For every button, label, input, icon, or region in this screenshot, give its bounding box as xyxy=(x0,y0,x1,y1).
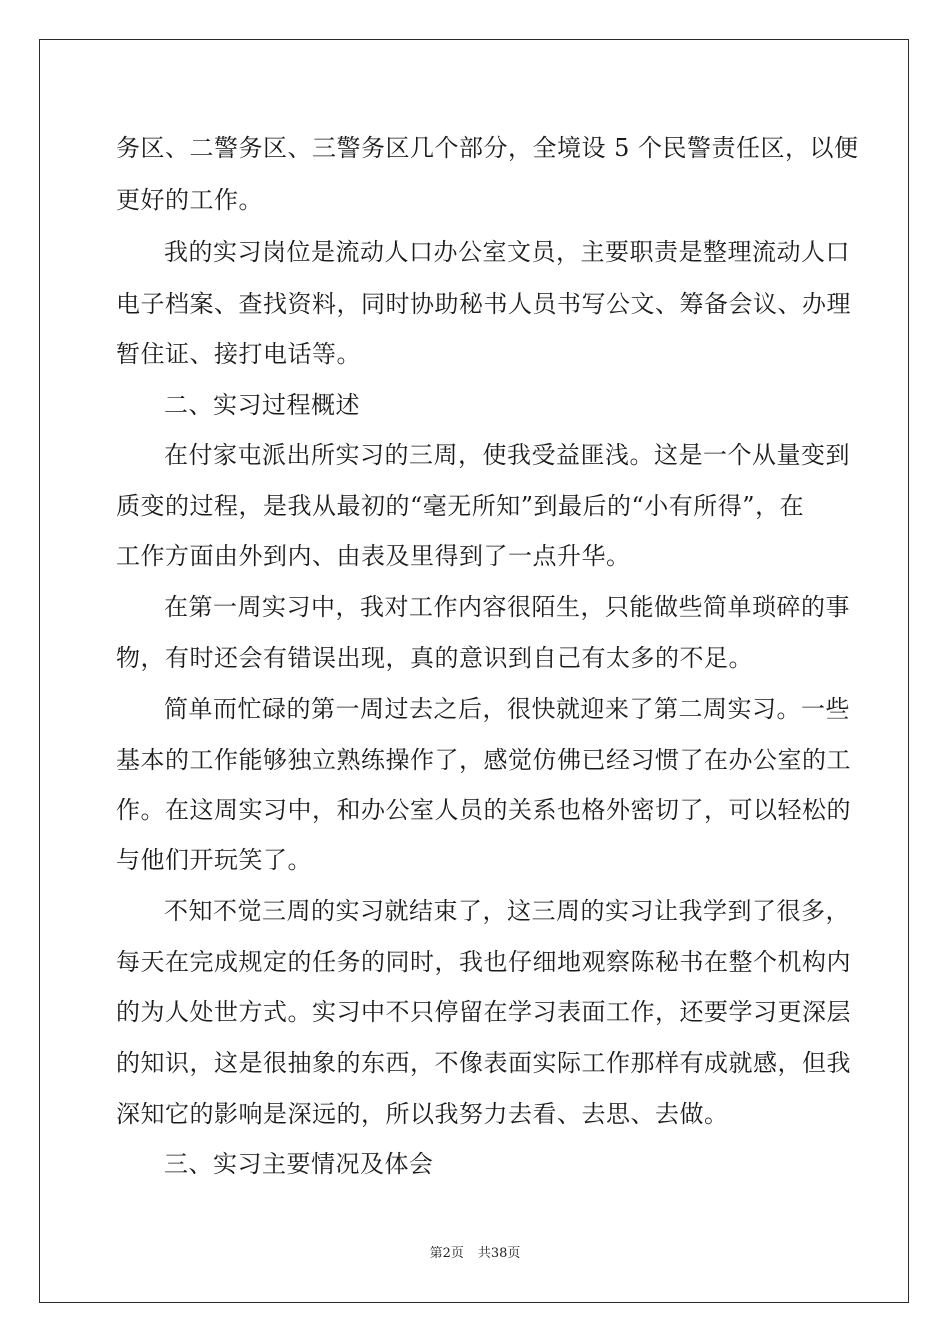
text-line: 作。在这周实习中，和办公室人员的关系也格外密切了，可以轻松的 xyxy=(116,796,851,824)
section-heading: 三、实习主要情况及体会 xyxy=(164,1150,434,1178)
text-line: 工作方面由外到内、由表及里得到了一点升华。 xyxy=(116,542,631,570)
text-line: 更好的工作。 xyxy=(116,186,263,214)
text-line: 质变的过程，是我从最初的“毫无所知”到最后的“小有所得”，在 xyxy=(116,492,805,520)
text-line: 物，有时还会有错误出现，真的意识到自己有太多的不足。 xyxy=(116,644,753,672)
paragraph-start: 在第一周实习中，我对工作内容很陌生，只能做些简单琐碎的事 xyxy=(164,593,850,621)
text-line: 与他们开玩笑了。 xyxy=(116,846,312,874)
text-line: 的知识，这是很抽象的东西，不像表面实际工作那样有成就感，但我 xyxy=(116,1049,851,1077)
text-line: 务区、二警务区、三警务区几个部分，全境设 5 个民警责任区，以便 xyxy=(116,134,859,162)
text-line: 深知它的影响是深远的，所以我努力去看、去思、去做。 xyxy=(116,1100,729,1128)
text-line: 每天在完成规定的任务的同时，我也仔细地观察陈秘书在整个机构内 xyxy=(116,948,851,976)
text-line: 暂住证、接打电话等。 xyxy=(116,340,361,368)
section-heading: 二、实习过程概述 xyxy=(164,391,360,419)
text-line: 基本的工作能够独立熟练操作了，感觉仿佛已经习惯了在办公室的工 xyxy=(116,746,851,774)
paragraph-start: 简单而忙碌的第一周过去之后，很快就迎来了第二周实习。一些 xyxy=(164,695,850,723)
paragraph-start: 不知不觉三周的实习就结束了，这三周的实习让我学到了很多， xyxy=(164,897,850,925)
page-footer xyxy=(0,1242,950,1261)
paragraph-start: 我的实习岗位是流动人口办公室文员，主要职责是整理流动人口 xyxy=(164,238,850,266)
total-pages: 共38页 xyxy=(477,1246,521,1261)
page-number: 第2页 xyxy=(429,1246,464,1261)
text-line: 的为人处世方式。实习中不只停留在学习表面工作，还要学习更深层 xyxy=(116,998,851,1026)
text-line: 电子档案、查找资料，同时协助秘书人员书写公文、筹备会议、办理 xyxy=(116,290,851,318)
paragraph-start: 在付家屯派出所实习的三周，使我受益匪浅。这是一个从量变到 xyxy=(164,441,850,469)
